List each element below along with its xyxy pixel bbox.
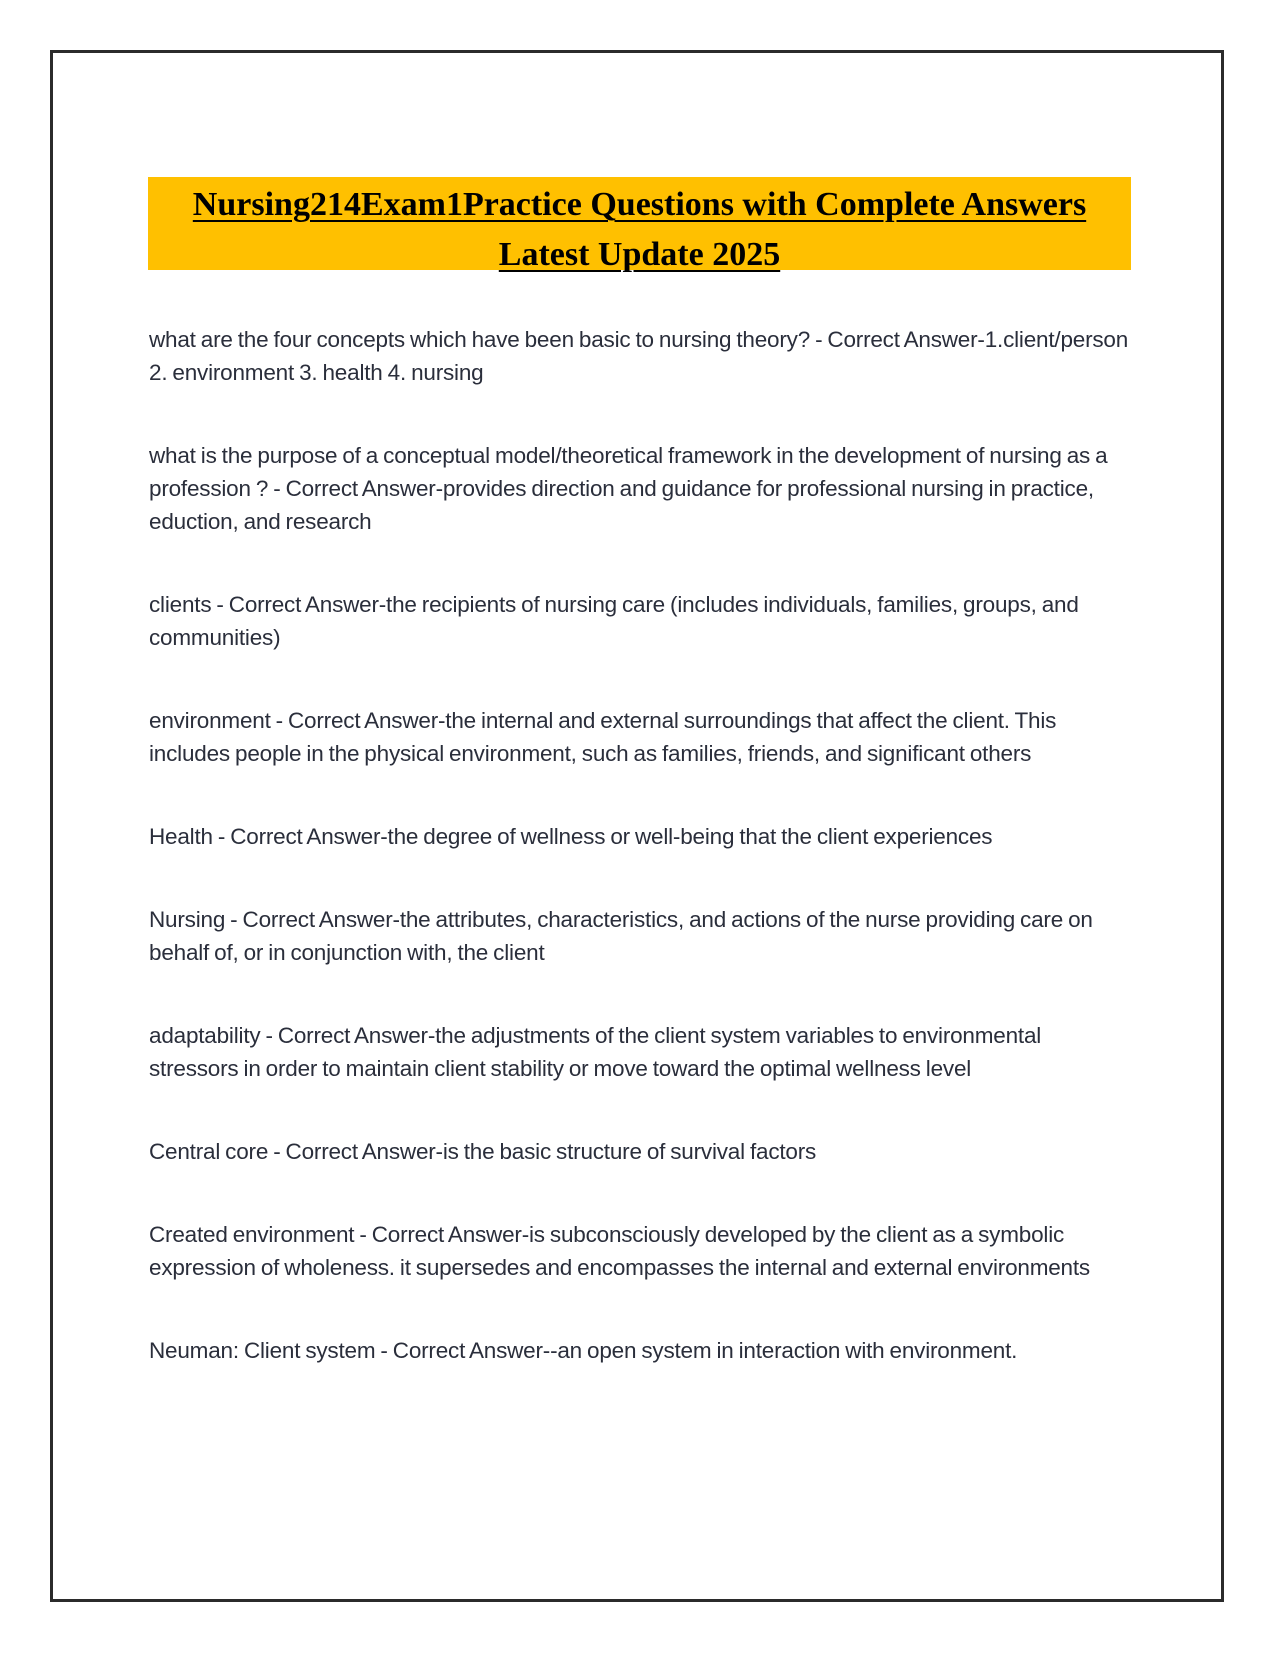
title-banner	[148, 177, 1131, 273]
qa-entry: adaptability - Correct Answer-the adjustments of the client system variables to environmental stressors in order to maintain client stability or move toward the optimal wellness level	[149, 1023, 1042, 1081]
document-title: Nursing214Exam1Practice Questions with Complete Answers Latest Update 2025	[192, 186, 1087, 273]
qa-entry: Created environment - Correct Answer-is subconsciously developed by the client as a symbolic expression of wholeness. it supersedes and encompasses the internal and external environments	[149, 1222, 1090, 1280]
qa-list	[149, 323, 1134, 1417]
qa-entry: environment - Correct Answer-the internal and external surroundings that affect the client. This includes people in the physical environment, such as families, friends, and significant others	[149, 708, 1057, 766]
qa-entry: Nursing - Correct Answer-the attributes, characteristics, and actions of the nurse providing care on behalf of, or in conjunction with, the client	[149, 907, 1093, 965]
qa-entry: Neuman: Client system - Correct Answer--an open system in interaction with environment.	[149, 1338, 1018, 1363]
qa-entry: clients - Correct Answer-the recipients of nursing care (includes individuals, families, groups, and communities)	[149, 592, 1079, 650]
qa-entry: Health - Correct Answer-the degree of wellness or well-being that the client experiences	[149, 824, 993, 849]
qa-entry: what is the purpose of a conceptual model/theoretical framework in the development of nursing as a profession ? - Correct Answer-provides direction and guidance for professional nursing in practice, eduction, and research	[149, 443, 1108, 534]
qa-entry: what are the four concepts which have been basic to nursing theory? - Correct Answer-1.client/person 2. environment 3. health 4. nursing	[149, 327, 1129, 385]
qa-entry: Central core - Correct Answer-is the basic structure of survival factors	[149, 1139, 817, 1164]
